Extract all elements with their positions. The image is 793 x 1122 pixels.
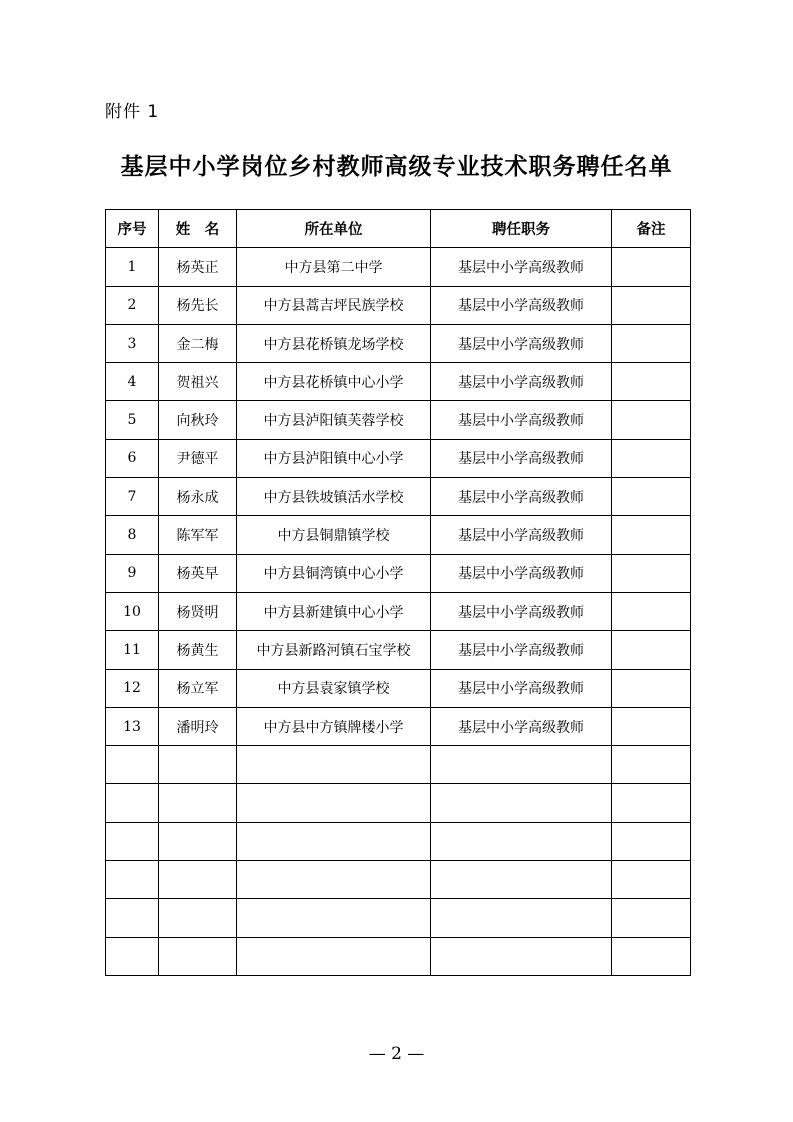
cell-name: 杨英早 [159,554,237,592]
cell-unit: 中方县中方镇牌楼小学 [237,707,431,745]
cell-remarks [612,784,691,822]
header-unit: 所在单位 [237,210,431,248]
header-remarks: 备注 [612,210,691,248]
table-row [106,516,691,554]
cell-position: 基层中小学高级教师 [431,669,612,707]
cell-name [159,784,237,822]
cell-unit [237,861,431,899]
table-row [106,554,691,592]
cell-position: 基层中小学高级教师 [431,401,612,439]
cell-position: 基层中小学高级教师 [431,631,612,669]
cell-position: 基层中小学高级教师 [431,439,612,477]
cell-remarks [612,554,691,592]
cell-unit: 中方县花桥镇龙场学校 [237,324,431,362]
table-row [106,899,691,937]
table-row [106,861,691,899]
table-row [106,592,691,630]
cell-remarks [612,478,691,516]
cell-unit [237,899,431,937]
table-row [106,324,691,362]
table-row [106,286,691,324]
cell-position [431,746,612,784]
cell-serial-number: 11 [106,631,159,669]
cell-name: 贺祖兴 [159,363,237,401]
cell-position: 基层中小学高级教师 [431,248,612,286]
table-row [106,707,691,745]
table-row [106,363,691,401]
table-row [106,248,691,286]
cell-serial-number: 6 [106,439,159,477]
cell-serial-number: 7 [106,478,159,516]
cell-remarks [612,631,691,669]
table-row [106,401,691,439]
cell-unit: 中方县铜鼎镇学校 [237,516,431,554]
cell-remarks [612,324,691,362]
cell-unit: 中方县泸阳镇芙蓉学校 [237,401,431,439]
cell-name: 杨黄生 [159,631,237,669]
cell-name [159,861,237,899]
cell-serial-number [106,899,159,937]
cell-position: 基层中小学高级教师 [431,516,612,554]
cell-serial-number: 10 [106,592,159,630]
cell-position [431,822,612,860]
table-row [106,478,691,516]
cell-remarks [612,363,691,401]
cell-remarks [612,286,691,324]
cell-unit: 中方县新路河镇石宝学校 [237,631,431,669]
table-row [106,937,691,975]
cell-remarks [612,516,691,554]
cell-serial-number: 4 [106,363,159,401]
cell-unit: 中方县第二中学 [237,248,431,286]
cell-remarks [612,439,691,477]
cell-serial-number: 5 [106,401,159,439]
cell-position [431,899,612,937]
cell-name: 杨贤明 [159,592,237,630]
cell-unit [237,746,431,784]
cell-name [159,746,237,784]
cell-remarks [612,707,691,745]
cell-unit: 中方县花桥镇中心小学 [237,363,431,401]
cell-unit: 中方县新建镇中心小学 [237,592,431,630]
cell-serial-number: 12 [106,669,159,707]
cell-name: 陈军军 [159,516,237,554]
table-header-row [106,210,691,248]
cell-serial-number: 9 [106,554,159,592]
cell-position: 基层中小学高级教师 [431,324,612,362]
cell-name: 杨永成 [159,478,237,516]
table-body [106,248,691,976]
cell-serial-number [106,822,159,860]
table-row [106,784,691,822]
cell-position [431,784,612,822]
cell-name: 潘明玲 [159,707,237,745]
header-name: 姓 名 [159,210,237,248]
cell-unit [237,784,431,822]
cell-name [159,822,237,860]
cell-unit: 中方县蒿吉坪民族学校 [237,286,431,324]
cell-position: 基层中小学高级教师 [431,478,612,516]
cell-position: 基层中小学高级教师 [431,363,612,401]
cell-unit: 中方县泸阳镇中心小学 [237,439,431,477]
cell-serial-number [106,937,159,975]
cell-name [159,899,237,937]
cell-remarks [612,248,691,286]
cell-position: 基层中小学高级教师 [431,707,612,745]
cell-name [159,937,237,975]
cell-remarks [612,401,691,439]
cell-position [431,937,612,975]
cell-remarks [612,746,691,784]
header-serial-number: 序号 [106,210,159,248]
document-title: 基层中小学岗位乡村教师高级专业技术职务聘任名单 [120,154,673,180]
cell-serial-number [106,861,159,899]
cell-remarks [612,899,691,937]
cell-name: 杨英正 [159,248,237,286]
appointment-table [105,209,691,976]
table-row [106,631,691,669]
cell-serial-number: 3 [106,324,159,362]
cell-remarks [612,592,691,630]
table-row [106,439,691,477]
cell-unit [237,937,431,975]
cell-position: 基层中小学高级教师 [431,554,612,592]
cell-unit: 中方县铜湾镇中心小学 [237,554,431,592]
attachment-label: 附件 1 [105,102,160,122]
cell-unit: 中方县袁家镇学校 [237,669,431,707]
table-row [106,822,691,860]
cell-position: 基层中小学高级教师 [431,592,612,630]
cell-position [431,861,612,899]
cell-serial-number: 1 [106,248,159,286]
cell-name: 杨先长 [159,286,237,324]
cell-remarks [612,937,691,975]
cell-serial-number [106,746,159,784]
cell-serial-number: 8 [106,516,159,554]
cell-serial-number [106,784,159,822]
cell-name: 尹德平 [159,439,237,477]
page-number: — 2 — [368,1044,425,1064]
cell-serial-number: 13 [106,707,159,745]
cell-remarks [612,669,691,707]
cell-serial-number: 2 [106,286,159,324]
cell-position: 基层中小学高级教师 [431,286,612,324]
cell-name: 向秋玲 [159,401,237,439]
table-row [106,669,691,707]
cell-name: 金二梅 [159,324,237,362]
cell-remarks [612,861,691,899]
header-position: 聘任职务 [431,210,612,248]
cell-name: 杨立军 [159,669,237,707]
cell-unit [237,822,431,860]
cell-unit: 中方县铁坡镇活水学校 [237,478,431,516]
cell-remarks [612,822,691,860]
table-row [106,746,691,784]
